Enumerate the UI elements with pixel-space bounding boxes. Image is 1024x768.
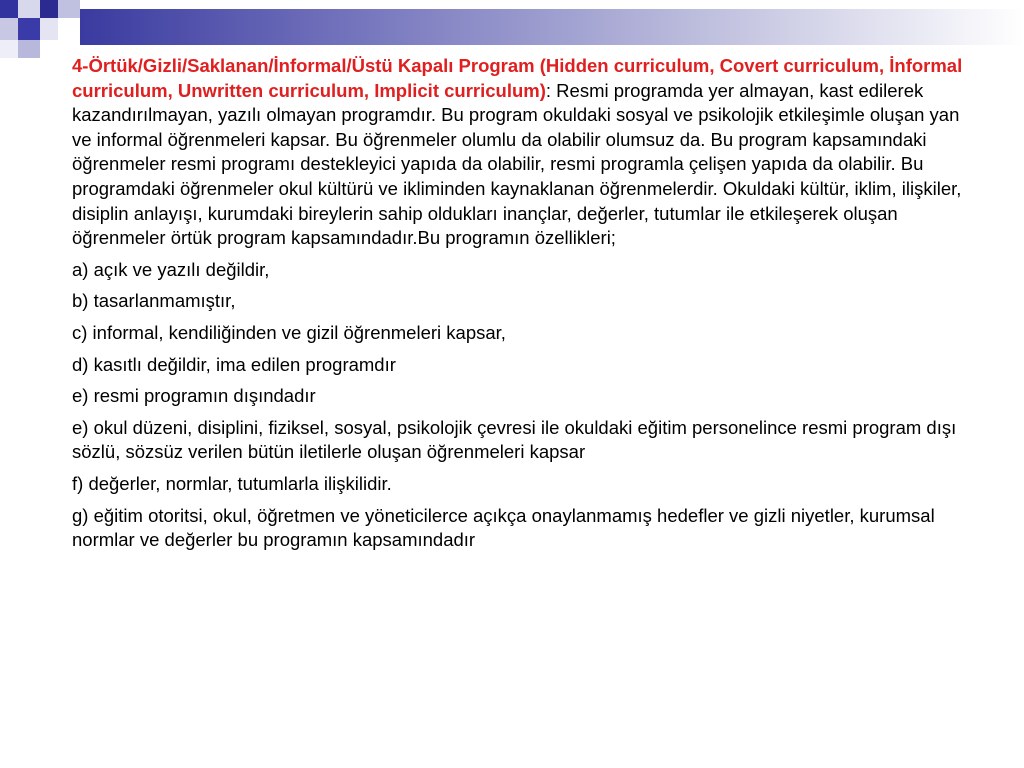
list-item: e) okul düzeni, disiplini, fiziksel, sosyal, psikolojik çevresi ile okuldaki eğitim personelince resmi program dışı sözlü, sözsüz verilen bütün iletilerle oluşan öğrenmeleri kapsar xyxy=(72,416,957,463)
list-item: a) açık ve yazılı değildir, xyxy=(72,258,270,280)
deco-square xyxy=(58,0,80,18)
list-item: f) değerler, normlar, tutumlarla ilişkilidir. xyxy=(72,472,392,494)
list-item: g) eğitim otoritsi, okul, öğretmen ve yöneticilerce açıkça onaylanmamış hedefler ve gizli niyetler, kurumsal normlar ve değerler bu programın kapsamındadır xyxy=(72,504,935,551)
list-item: e) resmi programın dışındadır xyxy=(72,385,316,407)
deco-square xyxy=(18,40,40,58)
slide-heading: 4-Örtük/Gizli/Saklanan/İnformal/Üstü Kapalı Program (Hidden curriculum, Covert curriculum, İnformal curriculum, Unwritten curriculum, Implicit curriculum) xyxy=(72,55,963,101)
deco-square xyxy=(40,0,58,18)
decorative-squares xyxy=(0,0,80,60)
deco-square xyxy=(18,18,40,40)
deco-square xyxy=(0,40,18,58)
intro-text: Resmi programda yer almayan, kast edilerek kazandırılmayan, yazılı olmayan programdır. Bu program okuldaki sosyal ve psikolojik etkileşimle oluşan yan ve informal öğrenmeleri kapsar. Bu öğrenmeler olumlu da olabilir olumsuz da. Bu program kapsamındaki öğrenmeler resmi programı destekleyici yapıda da olabilir, resmi programla çelişen yapıda da olabilir. Bu programdaki öğrenmeler okul kültürü ve ikliminden kaynaklanan öğrenmelerdir. Okuldaki kültür, iklim, ilişkiler, disiplin anlayışı, kurumdaki bireylerin sahip oldukları inançlar, değerler, tutumlar ile etkileşerek oluşan öğrenmeler örtük program kapsamındadır.Bu programın özellikleri; xyxy=(72,79,962,249)
list-item: b) tasarlanmamıştır, xyxy=(72,290,236,312)
deco-square xyxy=(40,18,58,40)
heading-colon: : xyxy=(545,79,557,101)
deco-square xyxy=(18,0,40,18)
deco-square xyxy=(0,18,18,40)
top-gradient-bar xyxy=(80,9,1024,45)
intro-paragraph xyxy=(72,54,977,251)
list-item: c) informal, kendiliğinden ve gizil öğrenmeleri kapsar, xyxy=(72,321,506,343)
list-item: d) kasıtlı değildir, ima edilen programdır xyxy=(72,353,396,375)
deco-square xyxy=(0,0,18,18)
slide-content xyxy=(72,54,977,560)
